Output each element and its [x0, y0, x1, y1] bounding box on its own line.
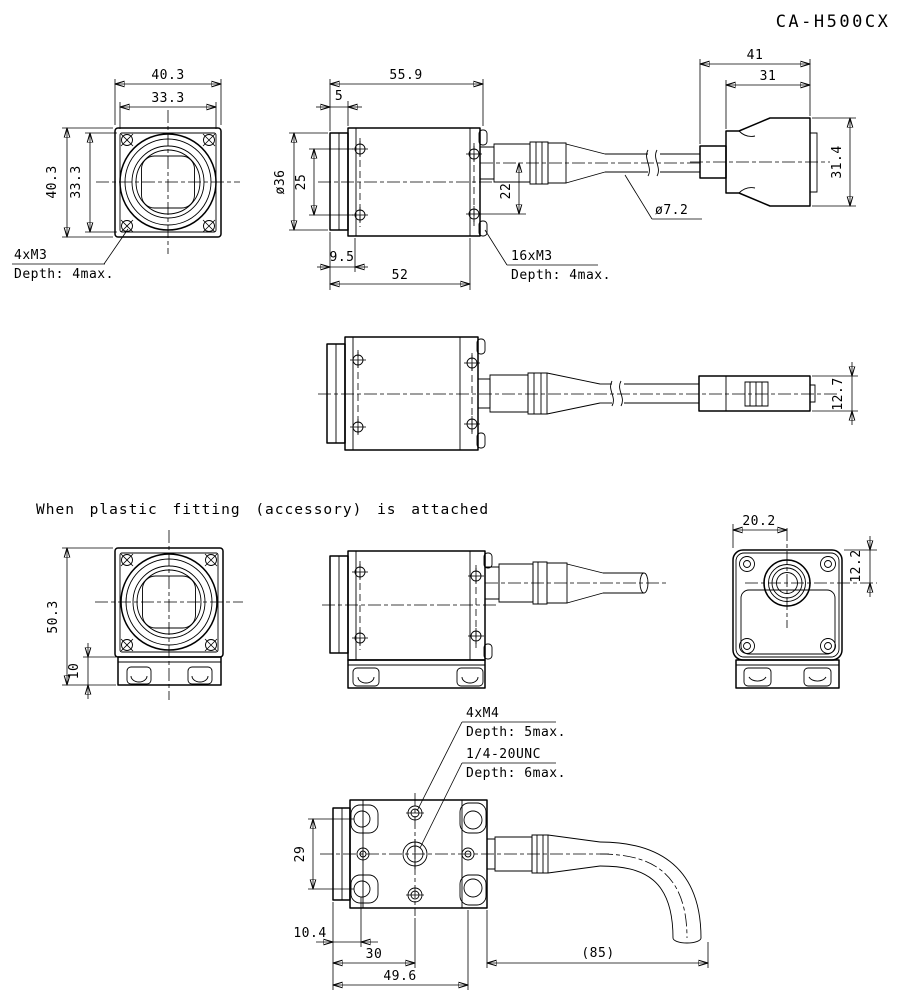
dim-side-total-length: 55.9 — [389, 68, 423, 83]
dim-bottom-body-length: 49.6 — [383, 969, 417, 984]
rear-corner-screws — [740, 557, 836, 654]
dim-connector-total: 41 — [746, 48, 764, 63]
page-title: CA-H500CX — [775, 12, 891, 32]
inline-connector — [699, 376, 815, 411]
top-cable — [478, 373, 699, 414]
dim-rear-offset-x: 20.2 — [742, 514, 776, 529]
side-view — [273, 68, 702, 290]
dim-front-height-outer: 40.3 — [45, 165, 60, 199]
dim-connector-height: 31.4 — [830, 145, 845, 179]
rear-fitting-bracket — [736, 660, 839, 688]
dim-side-connector-screw: 22 — [499, 182, 514, 200]
dim-side-front-screw: 9.5 — [329, 250, 355, 265]
dim-bottom-cable-length: (85) — [581, 946, 615, 961]
dim-side-lens-dia: ø36 — [273, 169, 288, 195]
dim-connector-body: 31 — [759, 69, 777, 84]
dim-front-height-inner: 33.3 — [69, 165, 84, 199]
dim-fitting-height: 10 — [67, 662, 82, 680]
dim-side-ring-width: 5 — [334, 89, 344, 104]
label-4xm3: 4xM3 — [14, 248, 48, 263]
front-fitting-bracket — [118, 657, 221, 685]
dim-front-width-outer: 40.3 — [151, 68, 185, 83]
dim-bottom-hole-spacing: 29 — [293, 845, 308, 863]
dim-top-connector-height: 12.7 — [831, 377, 846, 411]
dim-bottom-front-holes: 10.4 — [293, 926, 327, 941]
dim-rear-offset-y: 12.2 — [849, 549, 864, 583]
label-4xm4: 4xM4 — [466, 706, 500, 721]
label-4xm3-depth: Depth: 4max. — [14, 267, 114, 282]
bottom-view — [293, 706, 708, 990]
side-fitting-bracket — [348, 660, 485, 688]
fitted-front-view — [46, 530, 243, 700]
dim-side-screw-spacing: 25 — [294, 173, 309, 191]
label-4xm4-depth: Depth: 5max. — [466, 725, 566, 740]
label-tripod: 1/4-20UNC — [466, 747, 541, 762]
label-16xm3: 16xM3 — [511, 249, 553, 264]
dim-side-body-length: 52 — [391, 268, 409, 283]
dim-fitted-total-height: 50.3 — [46, 600, 61, 634]
rear-view — [733, 514, 877, 688]
dim-front-width-inner: 33.3 — [151, 91, 185, 106]
bottom-cable — [487, 835, 701, 943]
label-16xm3-depth: Depth: 4max. — [511, 268, 611, 283]
fitting-caption: When plastic fitting (accessory) is attached — [36, 502, 490, 518]
label-cable-dia: ø7.2 — [655, 203, 689, 218]
top-screws — [350, 352, 480, 435]
fitted-side-view — [322, 551, 668, 688]
connector-view — [690, 48, 856, 206]
label-tripod-depth: Depth: 6max. — [466, 766, 566, 781]
front-view — [12, 68, 240, 282]
top-view — [318, 337, 858, 450]
dim-bottom-front-tripod: 30 — [365, 947, 383, 962]
